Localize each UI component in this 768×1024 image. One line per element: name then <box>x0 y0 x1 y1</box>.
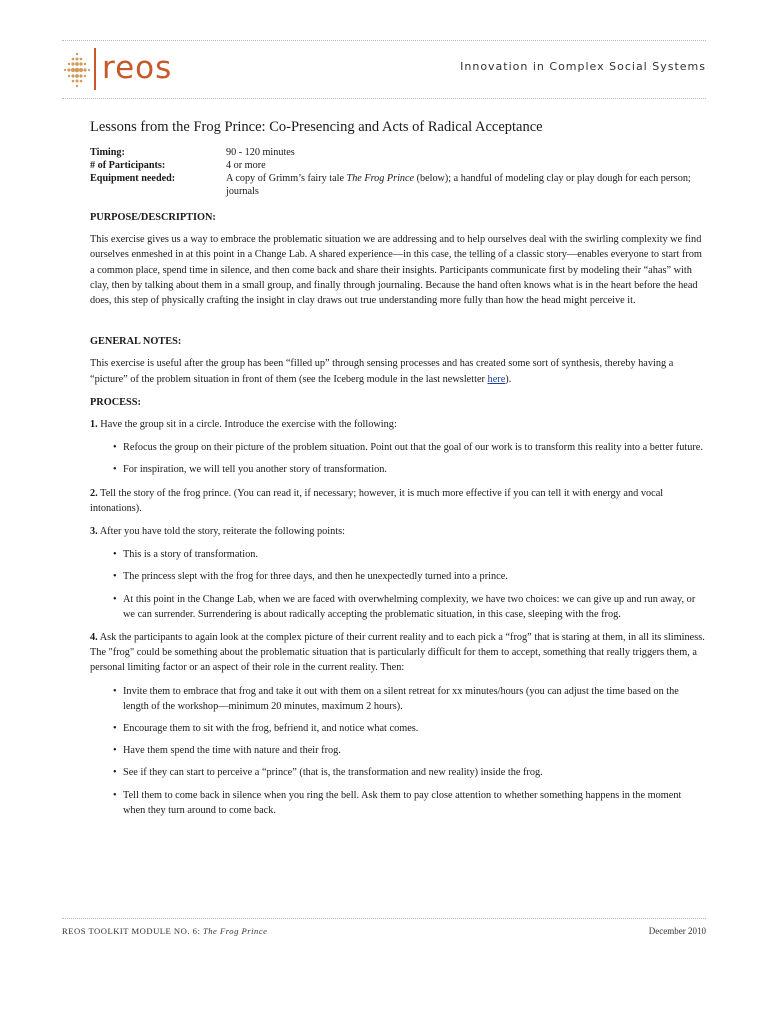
footer-date: December 2010 <box>648 926 706 936</box>
step-3-bullets <box>90 547 706 622</box>
process-heading: PROCESS: <box>90 396 141 408</box>
list-item: • For inspiration, we will tell you another story of transformation. <box>123 462 706 477</box>
step-text: Have the group sit in a circle. Introduce the exercise with the following: <box>97 419 397 431</box>
step-number: 4. <box>90 632 98 644</box>
purpose-paragraph: This exercise gives us a way to embrace the problematic situation we are addressing and to help ourselves deal with the swirling complexity we find ourselves enmeshed in at this point in a Change Lab. A shared experience—in this case, the telling of a classic story—enables everyone to start from a common place, spend time in silence, and then come back and share their insights. Participants communicate first by modeling their “ahas” with clay, then by talking about them in a small group, and finally through journaling. Because the hand often knows what is in the heart before the head does, this step of physically crafting the insight in clay draws out true understanding more fully than how the head might perceive it. <box>90 234 702 307</box>
purpose-heading: PURPOSE/DESCRIPTION: <box>90 212 216 223</box>
participants-value: 4 or more <box>226 160 266 171</box>
logo-dot-pattern-icon <box>62 50 92 90</box>
exercise-meta <box>90 146 706 198</box>
page-footer <box>62 926 706 936</box>
equipment-text-pre: A copy of Grimm’s fairy tale <box>226 173 347 184</box>
list-item: • Tell them to come back in silence when you ring the bell. Ask them to pay close attention to whether something happens in the moment when they turn around to come back. <box>123 788 706 818</box>
equipment-text-post: (below); a handful of modeling clay or play dough for each person; journals <box>226 173 691 197</box>
step-text: Tell the story of the frog prince. (You can read it, if necessary; however, it is much more effective if you can tell it with energy and vocal intonations). <box>90 487 664 514</box>
participants-label: # of Participants: <box>90 160 166 171</box>
step-4-bullets <box>90 684 706 818</box>
step-text: After you have told the story, reiterate the following points: <box>97 526 345 538</box>
header-tagline: Innovation in Complex Social Systems <box>460 60 706 73</box>
document-title: Lessons from the Frog Prince: Co-Presencing and Acts of Radical Acceptance <box>90 119 543 135</box>
step-number: 1. <box>90 419 98 431</box>
equipment-value <box>226 172 706 198</box>
footer-module <box>62 926 267 936</box>
document-body <box>90 118 706 826</box>
general-notes-paragraph <box>90 356 706 386</box>
timing-value: 90 - 120 minutes <box>226 147 295 158</box>
footer-divider <box>62 918 706 919</box>
step-number: 3. <box>90 526 98 538</box>
step-2 <box>90 486 706 516</box>
step-number: 2. <box>90 487 98 499</box>
list-item: • The princess slept with the frog for three days, and then he unexpectedly turned into a prince. <box>123 569 706 584</box>
equipment-label: Equipment needed: <box>90 173 176 184</box>
page-header <box>62 46 706 92</box>
list-item: • Refocus the group on their picture of the problem situation. Point out that the goal of our work is to transform this reality into a better future. <box>123 440 706 455</box>
footer-module-label: REOS TOOLKIT MODULE NO. 6: <box>62 926 203 936</box>
step-text: Ask the participants to again look at the complex picture of their current reality and to each pick a “frog” that is staring at them, in all its sliminess. The "frog" could be something about the problematic situation that is particularly difficult for them to accept, something that really triggers them, a personal limiting factor or an aspect of their role in the current reality. Then: <box>90 632 705 674</box>
general-notes-text: This exercise is useful after the group has been “filled up” through sensing processes and has created some sort of synthesis, thereby having a “picture” of the problem situation in front of them (see the Iceberg module in the last newsletter <box>90 358 674 385</box>
timing-label: Timing: <box>90 147 125 158</box>
step-1 <box>90 417 706 432</box>
step-1-bullets <box>90 440 706 477</box>
equipment-book-title: The Frog Prince <box>346 173 415 184</box>
logo-divider-bar <box>94 48 96 90</box>
list-item: • Have them spend the time with nature and their frog. <box>123 743 706 758</box>
header-divider <box>62 98 706 99</box>
list-item: • At this point in the Change Lab, when we are faced with overwhelming complexity, we have two choices: we can give up and run away, or we can surrender. Surrendering is about radically accepting the problematic situation, in this case, sleeping with the frog. <box>123 592 706 622</box>
general-notes-heading: GENERAL NOTES: <box>90 336 182 348</box>
top-divider <box>62 40 706 41</box>
list-item: • Invite them to embrace that frog and take it out with them on a silent retreat for xx minutes/hours (you can adjust the time based on the length of the workshop—minimum 20 minutes, maximum 2 hours). <box>123 684 706 714</box>
list-item: • This is a story of transformation. <box>123 547 706 562</box>
logo-wordmark: reos <box>102 50 173 86</box>
newsletter-link[interactable]: here <box>487 373 506 385</box>
step-4 <box>90 630 706 676</box>
list-item: • See if they can start to perceive a “prince” (that is, the transformation and new reality) inside the frog. <box>123 765 706 780</box>
list-item: • Encourage them to sit with the frog, befriend it, and notice what comes. <box>123 721 706 736</box>
general-notes-text-end: ). <box>505 373 512 385</box>
step-3 <box>90 524 706 539</box>
footer-module-title: The Frog Prince <box>202 926 268 936</box>
